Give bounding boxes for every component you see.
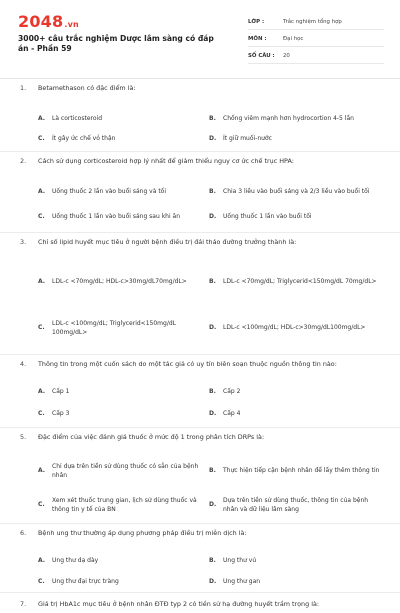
question-text: Thông tin trong một cuốn sách do một tác giả có uy tín biên soạn thuộc nguồn thông tin nào: [38, 360, 337, 368]
option-c[interactable]: C. Xem xét thuốc trung gian, lịch sử dùng thuốc và thông tin y tế của BN [38, 496, 197, 513]
page-header [0, 0, 400, 79]
question-number: 5. [20, 433, 27, 441]
meta-row-class [248, 14, 384, 30]
question-item [0, 355, 400, 428]
meta-label: LỚP : [248, 18, 265, 25]
document-title: 3000+ câu trắc nghiệm Dược lâm sàng có đáp án - Phần 59 [18, 34, 214, 53]
option-d[interactable]: D. Uống thuốc 1 lần vào buổi tối [209, 213, 312, 221]
option-d[interactable]: D. Ung thư gan [209, 577, 261, 585]
meta-value: 20 [283, 52, 290, 59]
question-item [0, 428, 400, 524]
option-c[interactable]: C. Ít gây ức chế vỏ thận [38, 135, 116, 143]
question-item [0, 524, 400, 593]
option-d[interactable]: D. Ít giữ muối-nước [209, 135, 272, 143]
option-c[interactable]: C. LDL-c <100mg/dL; Triglycerid<150mg/dL 100mg/dL> [38, 319, 176, 336]
meta-label: MÔN : [248, 35, 267, 42]
question-list [0, 79, 400, 613]
option-a[interactable]: A. LDL-c <70mg/dL; HDL-c>30mg/dL70mg/dL> [38, 278, 187, 286]
option-c[interactable]: C. Uống thuốc 1 lần vào buổi sáng sau khi ăn [38, 213, 181, 221]
question-text: Đặc điểm của việc đánh giá thuốc ở mức độ 1 trong phân tích DRPs là: [38, 433, 265, 441]
option-c[interactable]: C. Ung thư đại trực tràng [38, 577, 119, 585]
question-number: 1. [20, 84, 27, 92]
option-b[interactable]: B. Ung thư vú [209, 556, 257, 564]
meta-value: Đại học [283, 35, 304, 42]
option-a[interactable]: A. Uống thuốc 2 lần vào buổi sáng và tối [38, 188, 167, 196]
option-d[interactable]: D. Dựa trên tiền sử dùng thuốc, thông tin của bệnh nhân và dữ liệu lâm sàng [209, 496, 369, 513]
question-number: 6. [20, 529, 27, 537]
option-a[interactable]: A. Chỉ dựa trên tiền sử dùng thuốc có sẵn của bệnh nhân [38, 462, 199, 479]
site-logo[interactable]: 2048.vn [18, 12, 79, 31]
question-number: 3. [20, 238, 27, 246]
option-b[interactable]: B. Cấp 2 [209, 388, 241, 396]
question-text: Giá trị HbA1c mục tiêu ở bệnh nhân ĐTĐ typ 2 có tiền sử hạ đường huyết trầm trọng là: [38, 600, 320, 608]
question-text: Betamethason có đặc điểm là: [38, 84, 136, 92]
question-number: 2. [20, 157, 27, 165]
option-b[interactable]: B. Chống viêm mạnh hơn hydrocortion 4-5 lần [209, 115, 354, 123]
meta-row-subject [248, 31, 384, 47]
option-d[interactable]: D. Cấp 4 [209, 410, 241, 418]
question-item [0, 593, 400, 613]
meta-row-count [248, 48, 384, 64]
question-item [0, 233, 400, 355]
question-text: Bệnh ung thư thường áp dụng phương pháp điều trị miễn dịch là: [38, 529, 247, 537]
option-b[interactable]: B. Thực hiện tiếp cận bệnh nhân để lấy thêm thông tin [209, 467, 380, 475]
option-b[interactable]: B. LDL-c <70mg/dL; Triglycerid<150mg/dL 70mg/dL> [209, 278, 377, 286]
option-b[interactable]: B. Chia 3 liều vào buổi sáng và 2/3 liều vào buổi tối [209, 188, 370, 196]
option-a[interactable]: A. Là corticosteroid [38, 115, 103, 123]
option-d[interactable]: D. LDL-c <100mg/dL; HDL-c>30mg/dL100mg/dL> [209, 324, 366, 332]
meta-value: Trắc nghiệm tổng hợp [283, 18, 342, 25]
question-number: 4. [20, 360, 27, 368]
option-a[interactable]: A. Cấp 1 [38, 388, 70, 396]
question-text: Cách sử dụng corticosteroid hợp lý nhất để giảm thiểu nguy cơ ức chế trục HPA: [38, 157, 294, 165]
question-item [0, 79, 400, 152]
option-a[interactable]: A. Ung thư dạ dày [38, 556, 99, 564]
question-text: Chỉ số lipid huyết mục tiêu ở người bệnh điều trị đái tháo đường trưởng thành là: [38, 238, 297, 246]
question-item [0, 152, 400, 233]
question-number: 7. [20, 600, 27, 608]
option-c[interactable]: C. Cấp 3 [38, 410, 70, 418]
meta-table [248, 14, 384, 65]
meta-label: SỐ CÂU : [248, 52, 275, 59]
